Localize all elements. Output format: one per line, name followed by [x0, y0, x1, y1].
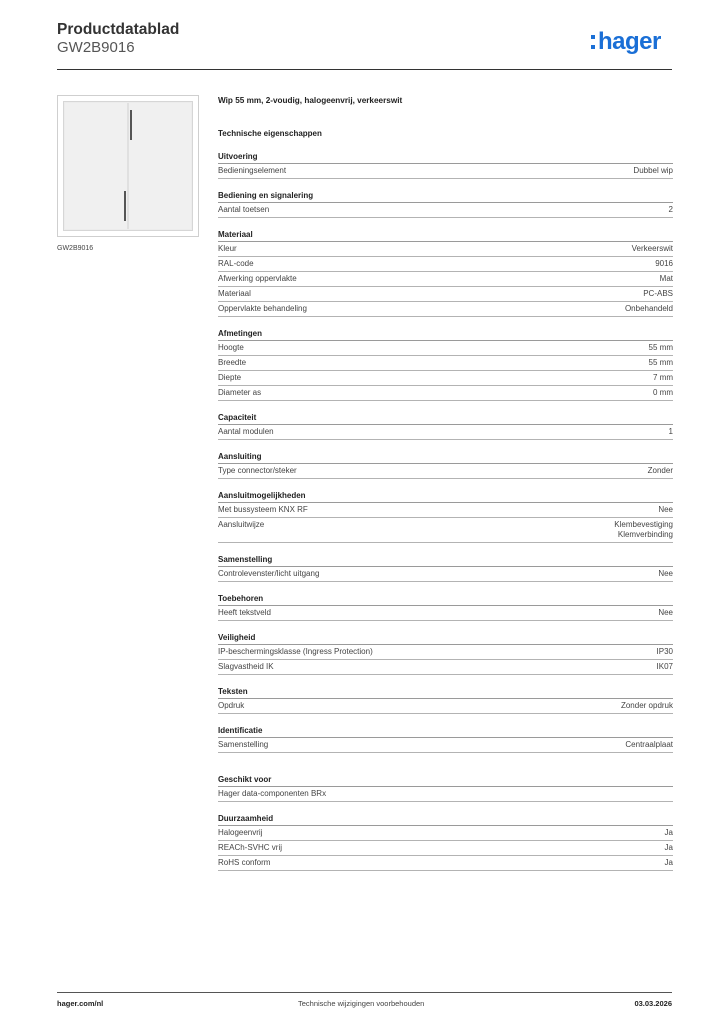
spec-group-title: Afmetingen — [218, 328, 673, 341]
spec-group-title: Toebehoren — [218, 593, 673, 606]
spec-label: Type connector/steker — [218, 466, 297, 475]
spec-value: Ja — [664, 843, 673, 852]
spec-value: Nee — [658, 569, 673, 578]
spec-row — [218, 257, 673, 272]
spec-row — [218, 856, 673, 871]
footer-notice: Technische wijzigingen voorbehouden — [298, 999, 425, 1008]
spec-label: Hager data-componenten BRx — [218, 789, 327, 798]
hager-logo — [589, 26, 679, 60]
spec-value: IP30 — [656, 647, 673, 656]
spec-label: Hoogte — [218, 343, 244, 352]
spec-group — [218, 451, 673, 479]
image-caption: GW2B9016 — [57, 245, 94, 252]
spec-group-title: Teksten — [218, 686, 673, 699]
spec-label: Aansluitwijze — [218, 520, 265, 529]
spec-label: Slagvastheid IK — [218, 662, 274, 671]
spec-row — [218, 203, 673, 218]
spec-row — [218, 518, 673, 543]
spec-value: Dubbel wip — [633, 166, 673, 175]
spec-group-title: Materiaal — [218, 229, 673, 242]
spec-group — [218, 632, 673, 675]
spec-groups — [218, 151, 673, 871]
rocker-mark-bottom — [124, 191, 126, 221]
header-rule — [57, 69, 672, 70]
footer-rule — [57, 992, 672, 993]
spec-value: Klembevestiging Klemverbinding — [614, 520, 673, 539]
spec-row — [218, 645, 673, 660]
spec-row — [218, 738, 673, 753]
spec-group-title: Samenstelling — [218, 554, 673, 567]
spec-value: Nee — [658, 608, 673, 617]
spec-label: IP-beschermingsklasse (Ingress Protection) — [218, 647, 373, 656]
spec-row — [218, 826, 673, 841]
rocker-split — [127, 103, 129, 229]
spec-value: Onbehandeld — [624, 304, 673, 313]
spec-row — [218, 242, 673, 257]
spec-label: Samenstelling — [218, 740, 269, 749]
spec-group — [218, 554, 673, 582]
spec-group — [218, 725, 673, 753]
spec-group — [218, 774, 673, 802]
spec-label: Aantal modulen — [218, 427, 274, 436]
spec-value: 2 — [668, 205, 673, 214]
spec-row — [218, 425, 673, 440]
spec-label: Diepte — [218, 373, 242, 382]
spec-label: Oppervlakte behandeling — [218, 304, 307, 313]
spec-group-title: Geschikt voor — [218, 774, 673, 787]
spec-group — [218, 229, 673, 317]
spec-label: Controlevenster/licht uitgang — [218, 569, 320, 578]
spec-value: Zonder — [647, 466, 673, 475]
spec-label: Aantal toetsen — [218, 205, 270, 214]
spec-row — [218, 386, 673, 401]
page-title: Productdatablad — [57, 21, 180, 38]
spec-row — [218, 787, 673, 802]
logo-wordmark: hager — [598, 28, 661, 55]
spec-group-title: Bediening en signalering — [218, 190, 673, 203]
spec-row — [218, 356, 673, 371]
product-image — [57, 95, 199, 237]
spec-row — [218, 371, 673, 386]
spec-row — [218, 606, 673, 621]
spec-value: IK07 — [656, 662, 673, 671]
spec-label: REACh-SVHC vrij — [218, 843, 283, 852]
spec-group-title: Aansluiting — [218, 451, 673, 464]
spec-row — [218, 503, 673, 518]
spec-value: Verkeerswit — [631, 244, 673, 253]
spec-row — [218, 272, 673, 287]
spec-label: Met bussysteem KNX RF — [218, 505, 308, 514]
spec-value: 9016 — [655, 259, 673, 268]
spec-value: Mat — [659, 274, 673, 283]
spec-label: Breedte — [218, 358, 247, 367]
spec-row — [218, 567, 673, 582]
spec-row — [218, 341, 673, 356]
spec-group — [218, 190, 673, 218]
spec-value: Ja — [664, 828, 673, 837]
spec-label: Bedieningselement — [218, 166, 287, 175]
spec-value: Ja — [664, 858, 673, 867]
spec-row — [218, 302, 673, 317]
spec-label: Afwerking oppervlakte — [218, 274, 297, 283]
spec-content — [218, 96, 673, 871]
spec-group — [218, 151, 673, 179]
spec-label: RoHS conform — [218, 858, 271, 867]
spec-group — [218, 490, 673, 543]
spec-value: Centraalplaat — [625, 740, 673, 749]
spec-value: Zonder opdruk — [620, 701, 673, 710]
spec-label: Materiaal — [218, 289, 251, 298]
left-rocker — [65, 103, 128, 229]
spec-row — [218, 464, 673, 479]
spec-row — [218, 287, 673, 302]
spec-row — [218, 660, 673, 675]
footer-website[interactable]: hager.com/nl — [57, 999, 104, 1008]
rocker-mark-top — [130, 110, 132, 140]
spec-group-title: Capaciteit — [218, 412, 673, 425]
spec-label: Heeft tekstveld — [218, 608, 271, 617]
spec-group-title: Veiligheid — [218, 632, 673, 645]
spec-label: RAL-code — [218, 259, 254, 268]
spec-row — [218, 164, 673, 179]
spec-value: 55 mm — [648, 343, 673, 352]
right-rocker — [128, 103, 191, 229]
spec-group-title: Identificatie — [218, 725, 673, 738]
spec-value: 7 mm — [653, 373, 673, 382]
spec-row — [218, 841, 673, 856]
spec-group-title: Duurzaamheid — [218, 813, 673, 826]
spec-label: Diameter as — [218, 388, 262, 397]
spec-group-title: Uitvoering — [218, 151, 673, 164]
spec-row — [218, 699, 673, 714]
spec-value: Nee — [658, 505, 673, 514]
spec-group-title: Aansluitmogelijkheden — [218, 490, 673, 503]
spec-group — [218, 686, 673, 714]
spec-value: 1 — [668, 427, 673, 436]
switch-plate — [63, 101, 193, 231]
spec-label: Opdruk — [218, 701, 245, 710]
section-title: Technische eigenschappen — [218, 129, 322, 138]
spec-value: PC-ABS — [643, 289, 673, 298]
spec-value: 0 mm — [653, 388, 673, 397]
article-number: GW2B9016 — [57, 39, 135, 56]
spec-group — [218, 593, 673, 621]
spec-label: Kleur — [218, 244, 237, 253]
spec-group — [218, 813, 673, 871]
spec-value: 55 mm — [648, 358, 673, 367]
product-description: Wip 55 mm, 2-voudig, halogeenvrij, verkeerswit — [218, 96, 403, 105]
spec-group — [218, 412, 673, 440]
spec-label: Halogeenvrij — [218, 828, 263, 837]
spec-group — [218, 328, 673, 401]
footer-date: 03.03.2026 — [634, 999, 672, 1008]
